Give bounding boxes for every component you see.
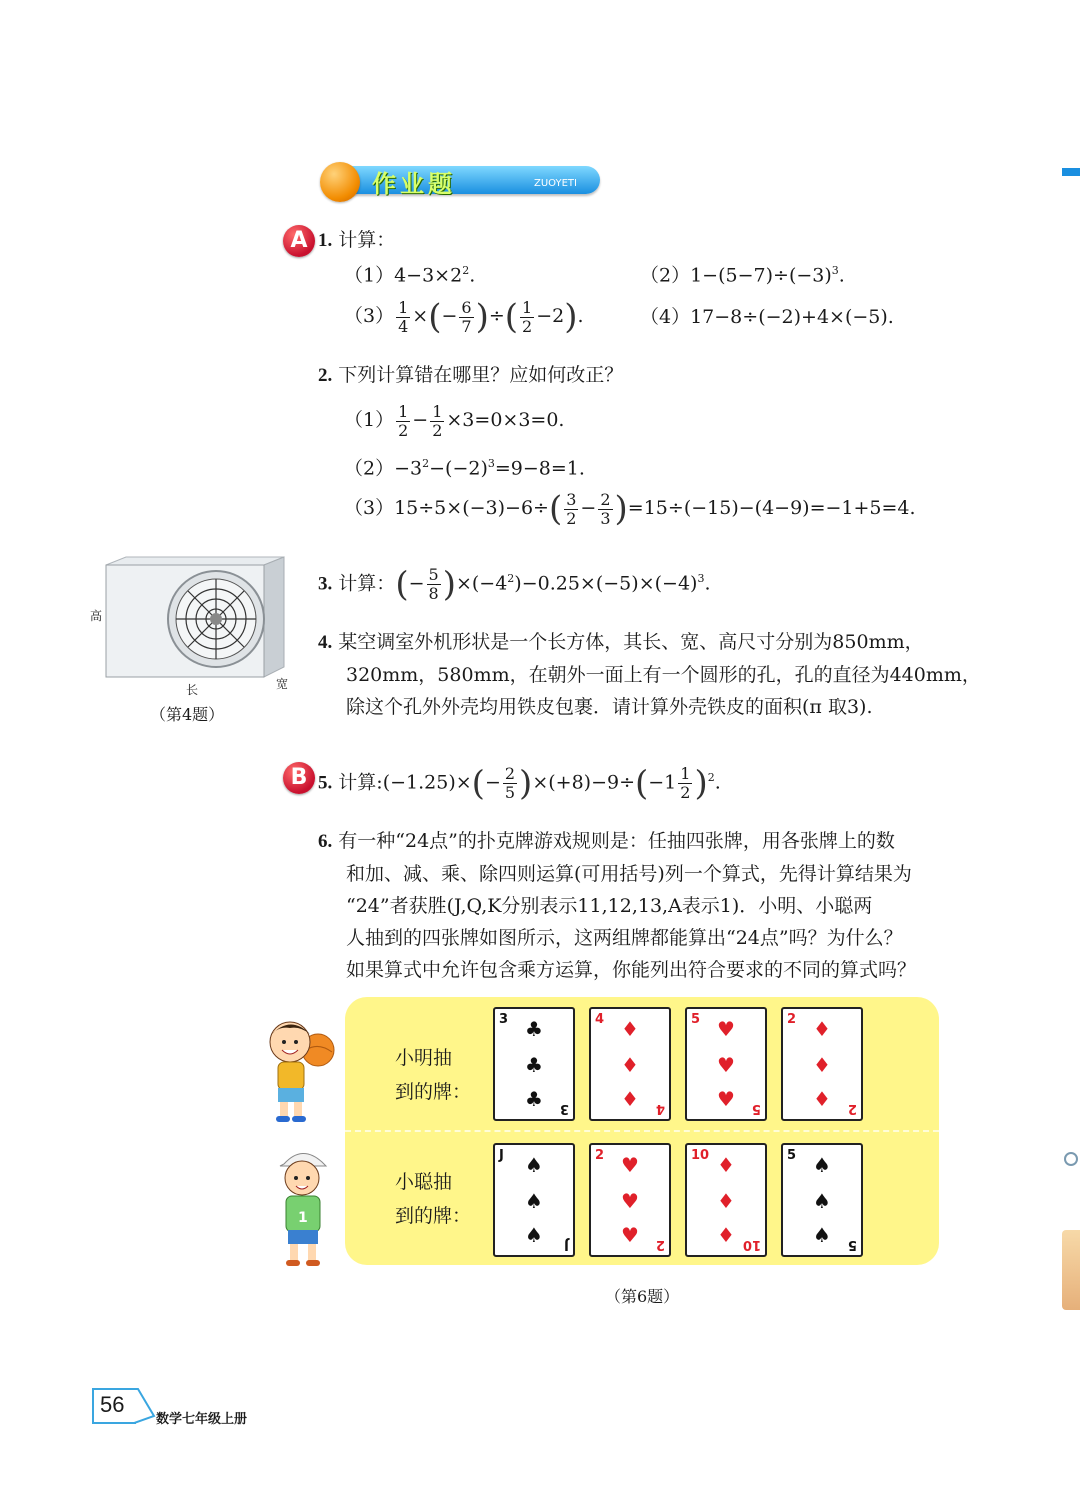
- header-title: 作业题: [372, 170, 456, 198]
- card-suit-icon: ♦: [813, 1087, 831, 1111]
- question-1: [318, 228, 395, 253]
- expr: ×(−4: [455, 572, 508, 595]
- card-suit-icon: ♦: [621, 1017, 639, 1041]
- page-footer: [92, 1388, 292, 1428]
- paren-open: (: [635, 763, 649, 804]
- card-suit-icon: ♦: [621, 1087, 639, 1111]
- row2-label: [395, 1165, 471, 1233]
- svg-text:1: 1: [298, 1210, 308, 1226]
- card-suit-icon: ♠: [525, 1153, 543, 1177]
- text-line: 和加、减、乘、除四则运算(可用括号)列一个算式，先得计算结果为: [346, 863, 912, 885]
- paren-open: (: [471, 763, 485, 804]
- header-subtitle: ZUOYETI: [534, 178, 577, 189]
- text-line: 有一种“24点”的扑克牌游戏规则是：任抽四张牌，用各张牌上的数: [338, 830, 895, 852]
- card-suit-icon: ♦: [621, 1053, 639, 1077]
- operator: ÷: [488, 305, 505, 327]
- card-suit-icon: ♠: [813, 1189, 831, 1213]
- label-width: 宽: [276, 677, 289, 691]
- operator: ×: [412, 305, 429, 327]
- q2-part-3: [344, 486, 916, 530]
- paren-close: ): [442, 564, 456, 605]
- expr: ×3=0×3=0.: [446, 409, 565, 431]
- period: .: [577, 305, 584, 327]
- card-rank: 4: [655, 1101, 665, 1116]
- question-number: 3.: [318, 573, 333, 595]
- page-number: 56: [100, 1392, 125, 1417]
- expr: =15÷(−15)−(4−9)=−1+5=4.: [627, 497, 916, 519]
- operator: −: [408, 572, 425, 595]
- text-line: 如果算式中允许包含乘方运算，你能列出符合要求的不同的算式吗？: [346, 959, 917, 981]
- card-rank: 2: [787, 1012, 797, 1027]
- card-rank: J: [564, 1237, 569, 1252]
- card-suit-icon: ♠: [525, 1189, 543, 1213]
- playing-card: [589, 1007, 671, 1121]
- card-rank: J: [499, 1148, 504, 1163]
- question-3: [318, 557, 711, 606]
- card-rank: 2: [847, 1101, 857, 1116]
- exponent: 3: [697, 572, 705, 585]
- fraction: $\frac{5}{8}$: [428, 564, 439, 603]
- level-b-badge: B: [283, 762, 315, 794]
- card-suit-icon: ♥: [717, 1017, 735, 1041]
- card-suit-icon: ♦: [717, 1153, 735, 1177]
- figure-6-caption: （第6题）: [605, 1287, 680, 1306]
- orange-ball-icon: [320, 162, 360, 202]
- label-line: 小明抽: [395, 1047, 453, 1069]
- question-title: 下列计算错在哪里？应如何改正？: [338, 364, 624, 386]
- card-rank: 5: [751, 1101, 761, 1116]
- card-suit-icon: ♣: [525, 1053, 543, 1077]
- card-suit-icon: ♦: [717, 1223, 735, 1247]
- exponent: 2: [507, 572, 515, 585]
- exponent: 2: [422, 457, 430, 470]
- q1-part-2: [640, 259, 845, 287]
- period: .: [838, 264, 845, 287]
- fraction: $\frac{2}{3}$: [600, 489, 611, 528]
- expr: −2: [536, 305, 565, 327]
- card-rank: 2: [655, 1237, 665, 1252]
- card-suit-icon: ♠: [813, 1223, 831, 1247]
- card-rank: 5: [787, 1148, 797, 1163]
- playing-card: [685, 1007, 767, 1121]
- operator: −: [441, 305, 458, 327]
- figure-caption: （第4题）: [150, 705, 225, 724]
- operator: −: [484, 771, 501, 794]
- paren-close: ): [694, 763, 708, 804]
- card-suit-icon: ♥: [621, 1189, 639, 1213]
- question-4: [318, 626, 981, 723]
- card-suit-icon: ♥: [717, 1053, 735, 1077]
- text-line: 某空调室外机形状是一个长方体，其长、宽、高尺寸分别为850mm，: [338, 631, 924, 653]
- label-line: 到的牌：: [395, 1205, 472, 1227]
- card-rank: 5: [691, 1012, 701, 1027]
- expr: ×(+8)−9÷: [532, 771, 635, 794]
- fraction: $\frac{1}{2}$: [432, 401, 443, 440]
- paren-close: ): [614, 489, 628, 529]
- question-number: 5.: [318, 772, 333, 794]
- expr: =9−8=1.: [494, 457, 585, 480]
- q1-part-3: [344, 294, 584, 338]
- card-suit-icon: ♠: [525, 1223, 543, 1247]
- fraction: $\frac{3}{2}$: [566, 489, 577, 528]
- expr: （1）4−3×2: [344, 264, 463, 287]
- question-title: 计算：: [338, 229, 396, 251]
- q2-part-2: [344, 452, 585, 480]
- fraction: $\frac{1}{2}$: [522, 297, 533, 336]
- expr: （4）17−8÷(−2)+4×(−5).: [640, 306, 894, 328]
- label-length: 长: [186, 683, 199, 697]
- paren-close: ): [564, 297, 578, 337]
- level-a-badge: A: [283, 225, 315, 257]
- period: .: [469, 264, 476, 287]
- edge-illustration: [1062, 1140, 1080, 1310]
- fraction: $\frac{6}{7}$: [461, 297, 472, 336]
- row1-label: [395, 1041, 471, 1109]
- q1-part-1: [344, 259, 475, 287]
- card-rank: 2: [595, 1148, 605, 1163]
- q1-part-4: [640, 305, 894, 329]
- part-label: （1）: [344, 409, 395, 431]
- expr: )−0.25×(−5)×(−4): [514, 572, 698, 595]
- label-height: 高: [90, 609, 103, 623]
- fraction: $\frac{1}{2}$: [398, 401, 409, 440]
- card-suit-icon: ♠: [813, 1153, 831, 1177]
- card-rank: 3: [559, 1101, 569, 1116]
- expr: 计算:(−1.25)×: [338, 771, 472, 794]
- playing-card: [493, 1007, 575, 1121]
- q2-part-1: [344, 398, 564, 442]
- playing-card: [781, 1143, 863, 1257]
- playing-card: [589, 1143, 671, 1257]
- card-suit-icon: ♦: [717, 1189, 735, 1213]
- paren-close: ): [519, 763, 533, 804]
- boy-with-cap-icon: [270, 1142, 340, 1272]
- exponent: 3: [831, 264, 839, 277]
- section-header: [320, 158, 602, 202]
- exponent: 3: [487, 457, 495, 470]
- expr: （2）1−(5−7)÷(−3): [640, 264, 832, 287]
- question-6: [318, 825, 916, 986]
- fraction: $\frac{1}{4}$: [398, 297, 409, 336]
- card-rank: 10: [742, 1237, 761, 1252]
- fraction: $\frac{1}{2}$: [680, 763, 691, 802]
- card-rank: 10: [691, 1148, 710, 1163]
- boy-with-ball-icon: [256, 1012, 342, 1124]
- page-corner-icon: [134, 1388, 158, 1424]
- question-2: [318, 363, 623, 388]
- card-suit-icon: ♣: [525, 1087, 543, 1111]
- expr: （2）−3: [344, 457, 423, 480]
- fraction: $\frac{2}{5}$: [504, 763, 516, 802]
- card-suit-icon: ♥: [621, 1223, 639, 1247]
- air-conditioner-icon: [88, 555, 298, 695]
- card-suit-icon: ♣: [525, 1017, 543, 1041]
- paren-open: (: [395, 564, 409, 605]
- operator: −: [580, 497, 597, 519]
- playing-card: [781, 1007, 863, 1121]
- text-line: “24”者获胜(J,Q,K分别表示11,12,13,A表示1)．小明、小聪两: [346, 895, 873, 917]
- card-suit-icon: ♦: [813, 1053, 831, 1077]
- expr: （3）15÷5×(−3)−6÷: [344, 497, 549, 519]
- part-label: （3）: [344, 305, 395, 327]
- card-rank: 3: [499, 1012, 509, 1027]
- question-title: 计算：: [338, 572, 396, 595]
- question-number: 1.: [318, 230, 333, 251]
- question-number: 2.: [318, 365, 333, 386]
- playing-card: [685, 1143, 767, 1257]
- exponent: 2: [462, 264, 470, 277]
- paren-close: ): [475, 297, 489, 337]
- label-line: 到的牌：: [395, 1081, 472, 1103]
- card-rank: 5: [847, 1237, 857, 1252]
- question-5: [318, 756, 721, 805]
- text-line: 除这个孔外外壳均用铁皮包裹．请计算外壳铁皮的面积(π 取3).: [346, 696, 873, 718]
- air-conditioner-figure: [88, 555, 298, 730]
- text-line: 320mm，580mm，在朝外一面上有一个圆形的孔，孔的直径为440mm，: [346, 664, 981, 686]
- exponent: 2: [707, 771, 715, 784]
- operator: −: [412, 409, 429, 431]
- expr: −1: [648, 771, 677, 794]
- cards-panel: [345, 997, 939, 1265]
- card-rank: 4: [595, 1012, 605, 1027]
- edge-tab: [1062, 168, 1080, 176]
- period: .: [704, 572, 711, 595]
- period: .: [714, 771, 721, 794]
- label-line: 小聪抽: [395, 1171, 453, 1193]
- paren-open: (: [428, 297, 442, 337]
- panel-divider: [345, 1130, 939, 1132]
- card-suit-icon: ♥: [717, 1087, 735, 1111]
- paren-open: (: [548, 489, 563, 529]
- question-number: 4.: [318, 632, 333, 653]
- paren-open: (: [504, 297, 519, 337]
- playing-card: [493, 1143, 575, 1257]
- card-suit-icon: ♦: [813, 1017, 831, 1041]
- book-title: 数学七年级上册: [156, 1412, 248, 1427]
- card-suit-icon: ♥: [621, 1153, 639, 1177]
- expr: −(−2): [429, 457, 488, 480]
- question-number: 6.: [318, 831, 333, 852]
- text-line: 人抽到的四张牌如图所示，这两组牌都能算出“24点”吗？为什么？: [346, 927, 903, 949]
